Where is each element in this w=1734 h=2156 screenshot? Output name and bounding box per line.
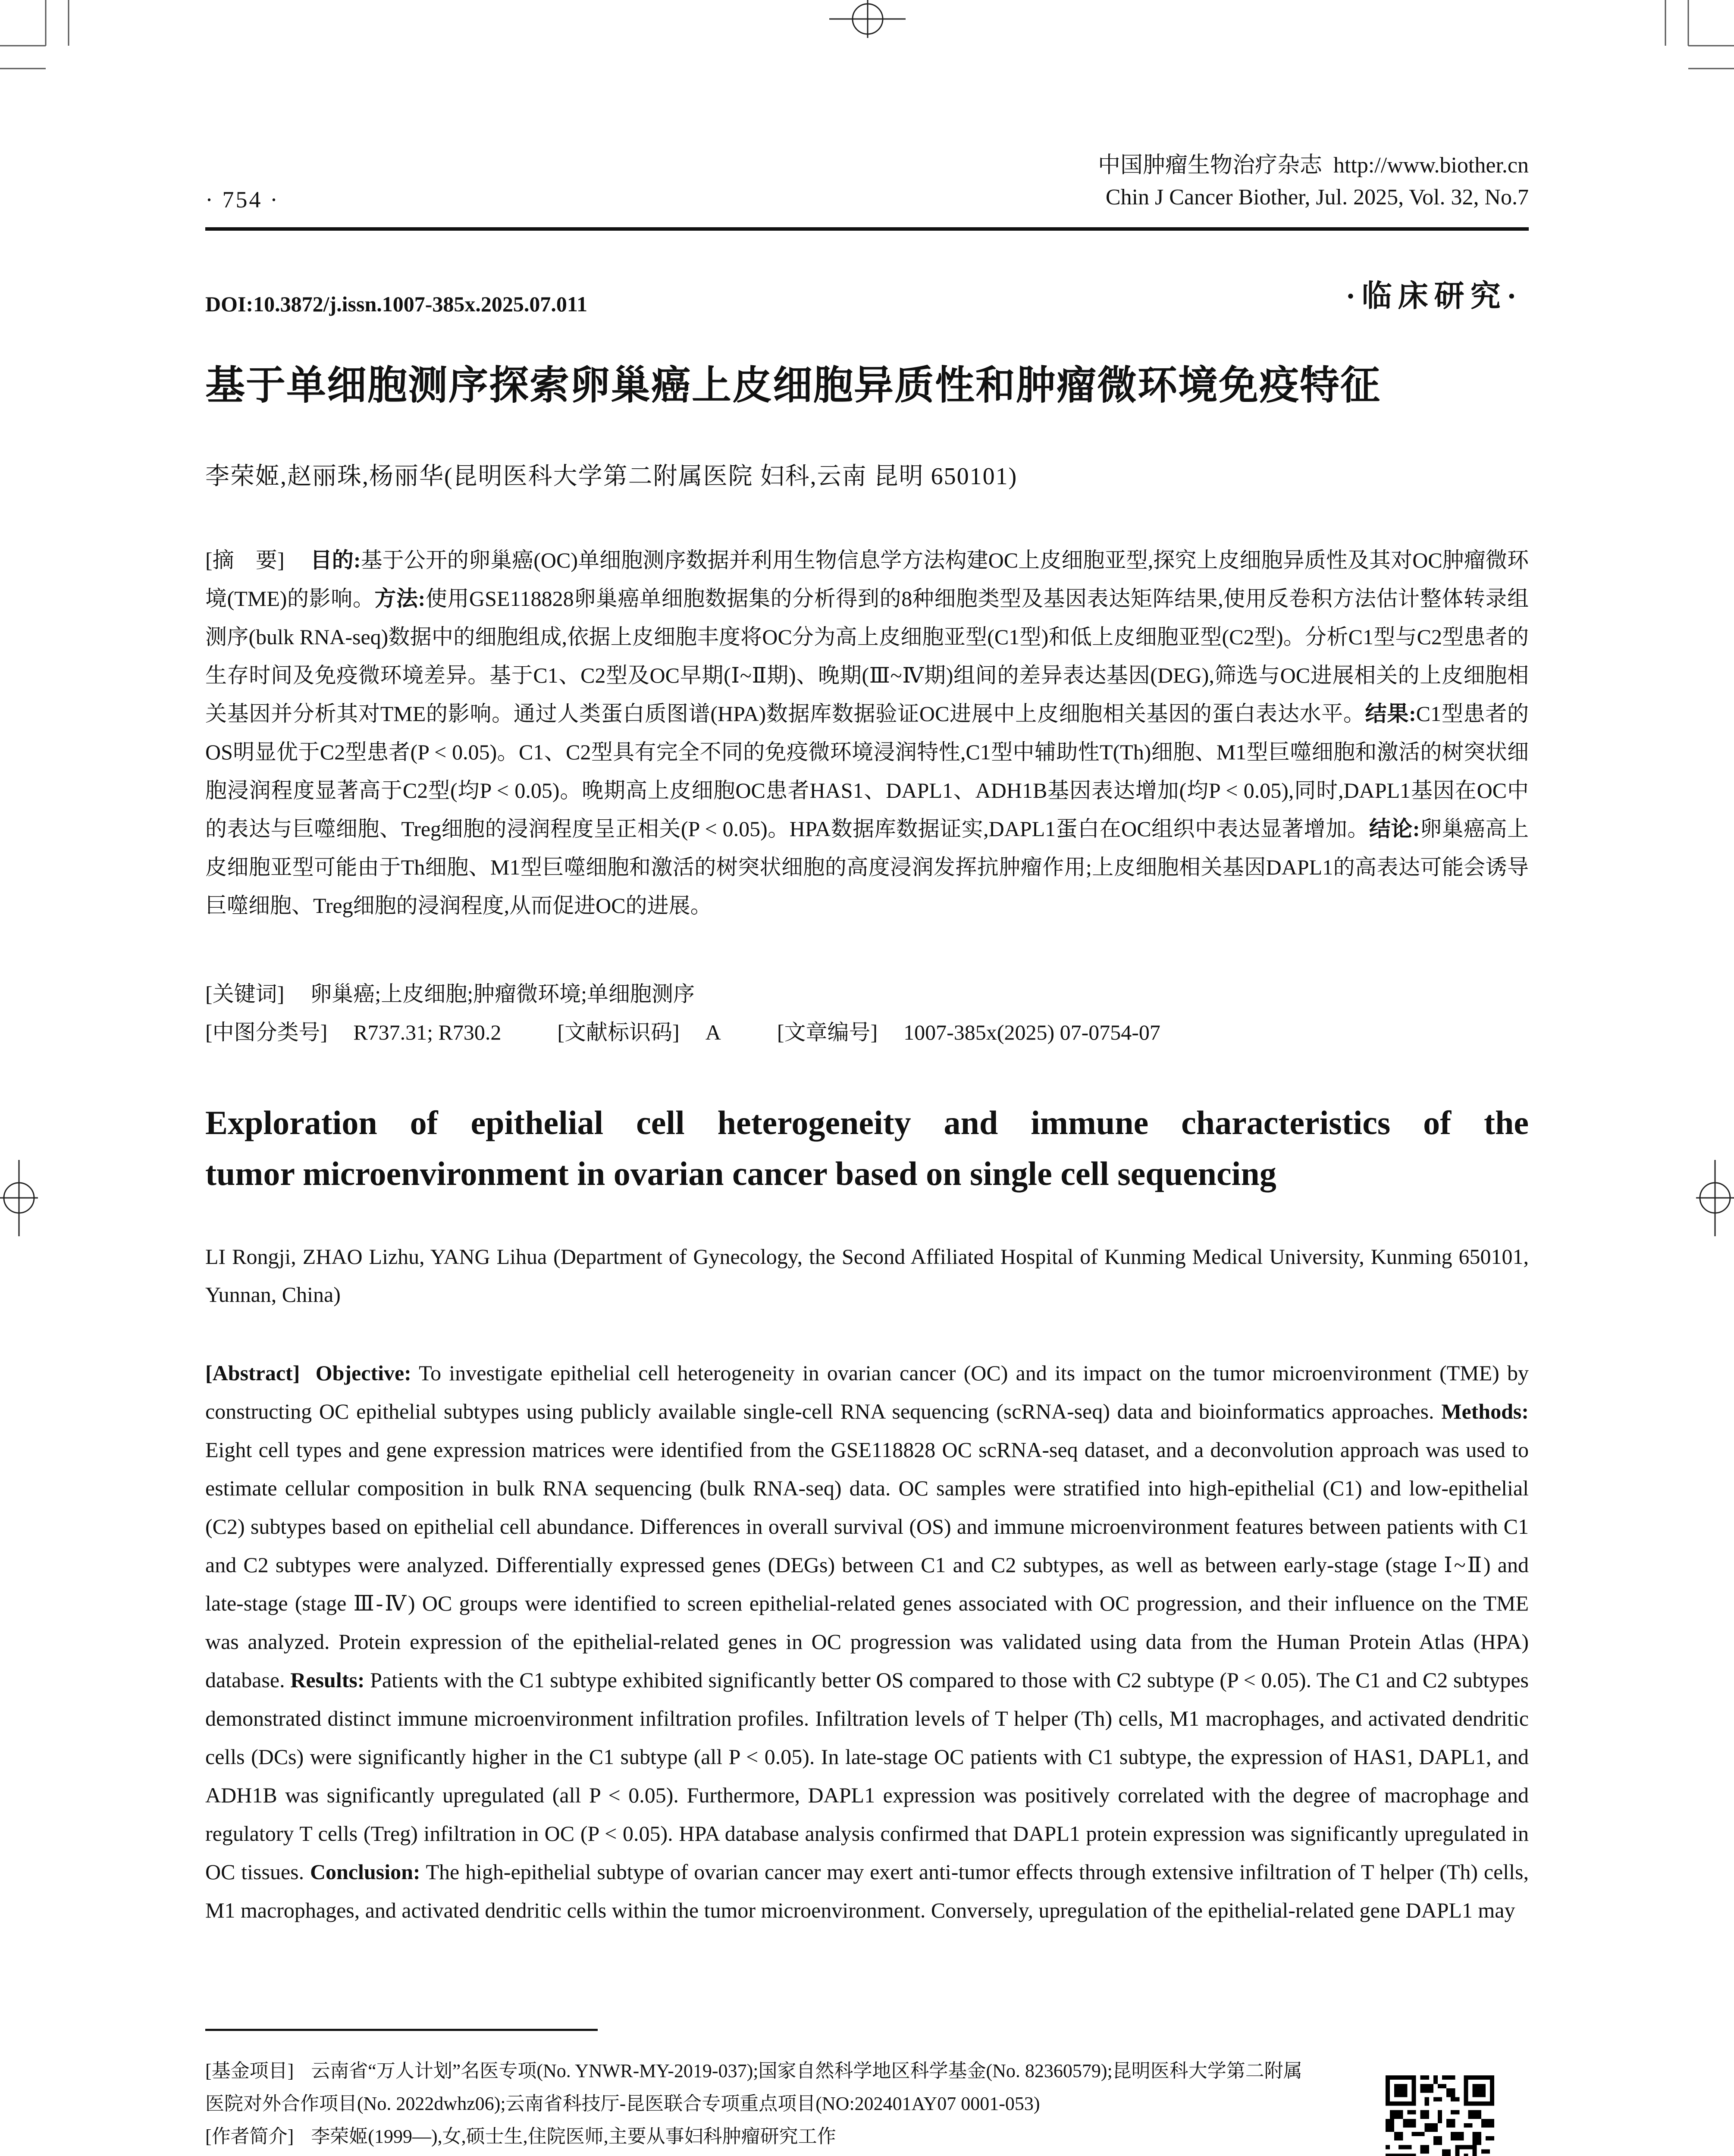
objective-cn-label: 目的: bbox=[310, 548, 361, 572]
methods-cn-label: 方法: bbox=[374, 586, 426, 611]
footnote-corresponding bbox=[205, 2153, 1318, 2156]
abstract-cn bbox=[205, 541, 1529, 925]
page-number: · 754 · bbox=[205, 187, 279, 213]
journal-title-cn: 中国肿瘤生物治疗杂志 bbox=[1097, 153, 1322, 178]
conclusion-en-label: Conclusion: bbox=[310, 1860, 420, 1884]
doc-code-label: [文献标识码] bbox=[557, 1020, 680, 1044]
clc-value: R737.31; R730.2 bbox=[353, 1020, 502, 1044]
author-intro-value: 李荣姬(1999—),女,硕士生,住院医师,主要从事妇科肿瘤研究工作 bbox=[311, 2126, 836, 2147]
title-en-line-1: Exploration of epithelial cell heterogeneity and immune characteristics of the bbox=[205, 1104, 1529, 1141]
footnote-rule bbox=[205, 2029, 598, 2031]
results-cn: C1型患者的OS明显优于C2型患者(P < 0.05)。C1、C2型具有完全不同的免疫微环境浸润特性,C1型中辅助性T(Th)细胞、M1型巨噬细胞和激活的树突状细胞浸润程度显著高于C2型(均P < 0.05)。晚期高上皮细胞OC患者HAS1、DAPL1、ADH1B基因表达增加(均P < 0.05),同时,DAPL1基因在OC中的表达与巨噬细胞、Treg细胞的浸润程度呈正相关(P < 0.05)。HPA数据库数据证实,DAPL1蛋白在OC组织中表达显著增加。 bbox=[205, 702, 1529, 841]
keywords-value: 卵巢癌;上皮细胞;肿瘤微环境;单细胞测序 bbox=[310, 982, 695, 1006]
funding-label: [基金项目] bbox=[205, 2060, 294, 2081]
abstract-cn-label: [摘 要] bbox=[205, 548, 285, 572]
header-rule bbox=[205, 227, 1529, 231]
footnote-funding bbox=[205, 2055, 1318, 2120]
conclusion-cn: 卵巢癌高上皮细胞亚型可能由于Th细胞、M1型巨噬细胞和激活的树突状细胞的高度浸润发挥抗肿瘤作用;上皮细胞相关基因DAPL1的高表达可能会诱导巨噬细胞、Treg细胞的浸润程度,从而促进OC的进展。 bbox=[205, 817, 1529, 918]
objective-en-label: Objective: bbox=[315, 1361, 411, 1385]
results-en: Patients with the C1 subtype exhibited significantly better OS compared to those with C2 subtype (P < 0.05). The C1 and C2 subtypes demonstrated distinct immune microenvironment infiltration profiles. Infiltration levels of T helper (Th) cells, M1 macrophages, and activated dendritic cells (DCs) were significantly higher in the C1 subtype (all P < 0.05). In late-stage OC patients with C1 subtype, the expression of HAS1, DAPL1, and ADH1B was significantly upregulated (all P < 0.05). Furthermore, DAPL1 expression was positively correlated with the degree of macrophage and regulatory T cells (Treg) infiltration in OC (P < 0.05). HPA database analysis confirmed that DAPL1 protein expression was significantly upregulated in OC tissues. bbox=[205, 1668, 1529, 1884]
conclusion-cn-label: 结论: bbox=[1369, 817, 1420, 841]
objective-en: To investigate epithelial cell heterogeneity in ovarian cancer (OC) and its impact on the tumor microenvironment (TME) by constructing OC epithelial subtypes using publicly available single-cell RNA sequencing (scRNA-seq) data and bioinformatics approaches. bbox=[205, 1361, 1529, 1423]
journal-url[interactable]: http://www.biother.cn bbox=[1333, 153, 1529, 178]
column-tag: ·临床研究· bbox=[1345, 280, 1523, 313]
clc-label: [中图分类号] bbox=[205, 1020, 328, 1044]
keywords-line bbox=[205, 977, 695, 1008]
results-en-label: Results: bbox=[290, 1668, 365, 1692]
conclusion-en: The high-epithelial subtype of ovarian cancer may exert anti-tumor effects through extensive infiltration of T helper (Th) cells, M1 macrophages, and activated dendritic cells within the tumor microenvironment. Conversely, upregulation of the epithelial-related gene DAPL1 may bbox=[205, 1860, 1529, 1922]
title-en-line-2: tumor microenvironment in ovarian cancer based on single cell sequencing bbox=[205, 1155, 1276, 1192]
objective-cn: 基于公开的卵巢癌(OC)单细胞测序数据并利用生物信息学方法构建OC上皮细胞亚型,探究上皮细胞异质性及其对OC肿瘤微环境(TME)的影响。 bbox=[205, 548, 1529, 611]
journal-name-cn bbox=[1098, 147, 1529, 179]
classification-line bbox=[205, 1015, 1160, 1046]
keywords-label: [关键词] bbox=[205, 982, 285, 1006]
funding-value: 云南省“万人计划”名医专项(No. YNWR-MY-2019-037);国家自然科学地区科学基金(No. 82360579);昆明医科大学第二附属医院对外合作项目(No. 2022dwhz06);云南省科技厅-昆医联合专项重点项目(NO:202401AY07 0001-053) bbox=[205, 2060, 1302, 2114]
methods-en: Eight cell types and gene expression matrices were identified from the GSE118828 OC scRNA-seq dataset, and a deconvolution approach was used to estimate cellular composition in bulk RNA sequencing (bulk RNA-seq) data. OC samples were stratified into high-epithelial (C1) and low-epithelial (C2) subtypes based on epithelial cell abundance. Differences in overall survival (OS) and immune microenvironment features between patients with C1 and C2 subtypes were analyzed. Differentially expressed genes (DEGs) between C1 and C2 subtypes, as well as between early-stage (stage Ⅰ~Ⅱ) and late-stage (stage Ⅲ-Ⅳ) OC groups were identified to screen epithelial-related genes associated with OC progression, and their influence on the TME was analyzed. Protein expression of the epithelial-related genes in OC progression was validated using data from the Human Protein Atlas (HPA) database. bbox=[205, 1438, 1529, 1692]
abstract-en-label: [Abstract] bbox=[205, 1361, 300, 1385]
author-intro-label: [作者简介] bbox=[205, 2126, 294, 2147]
authors-cn: 李荣姬,赵丽珠,杨丽华(昆明医科大学第二附属医院 妇科,云南 昆明 650101) bbox=[205, 463, 1018, 490]
results-cn-label: 结果: bbox=[1365, 702, 1416, 726]
page-number-value: 754 bbox=[222, 187, 263, 213]
abstract-en bbox=[205, 1354, 1529, 1930]
article-no-value: 1007-385x(2025) 07-0754-07 bbox=[903, 1020, 1160, 1044]
methods-cn: 使用GSE118828卵巢癌单细胞数据集的分析得到的8种细胞类型及基因表达矩阵结果,使用反卷积方法估计整体转录组测序(bulk RNA-seq)数据中的细胞组成,依据上皮细胞丰度将OC分为高上皮细胞亚型(C1型)和低上皮细胞亚型(C2型)。分析C1型与C2型患者的生存时间及免疫微环境差异。基于C1、C2型及OC早期(Ⅰ~Ⅱ期)、晚期(Ⅲ~Ⅳ期)组间的差异表达基因(DEG),筛选与OC进展相关的上皮细胞相关基因并分析其对TME的影响。通过人类蛋白质图谱(HPA)数据库数据验证OC进展中上皮细胞相关基因的蛋白表达水平。 bbox=[205, 586, 1529, 726]
footnote-author bbox=[205, 2120, 1318, 2153]
doi[interactable]: DOI:10.3872/j.issn.1007-385x.2025.07.011 bbox=[205, 292, 588, 316]
qr-code-icon[interactable] bbox=[1386, 2075, 1494, 2156]
title-en bbox=[205, 1097, 1529, 1199]
article-no-label: [文章编号] bbox=[777, 1020, 878, 1044]
journal-citation-en: Chin J Cancer Biother, Jul. 2025, Vol. 32, No.7 bbox=[1105, 185, 1529, 210]
methods-en-label: Methods: bbox=[1441, 1399, 1529, 1423]
doc-code-value: A bbox=[705, 1020, 721, 1044]
title-cn: 基于单细胞测序探索卵巢癌上皮细胞异质性和肿瘤微环境免疫特征 bbox=[205, 362, 1381, 408]
corresponding-label bbox=[205, 2153, 294, 2156]
authors-en: LI Rongji, ZHAO Lizhu, YANG Lihua (Department of Gynecology, the Second Affiliated Hospital of Kunming Medical University, Kunming 650101, Yunnan, China) bbox=[205, 1244, 1529, 1307]
